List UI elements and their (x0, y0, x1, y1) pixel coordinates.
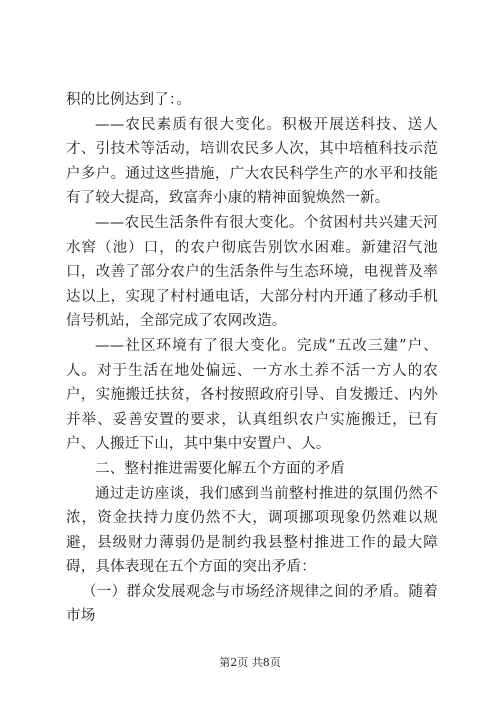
paragraph-farmer-quality: ——农民素质有很大变化。积极开展送科技、送人才、引技术等活动，培训农民多人次，其中培植科技示范户多户。通过这些措施，广大农民科学生产的水平和技能有了较大提高，致富奔小康的精神面貌焕然一新。 (66, 116, 438, 207)
paragraph-fragment: 积的比例达到了：。 (66, 92, 192, 108)
paragraph-community-environment: ——社区环境有了很大变化。完成“五改三建”户、人。对于生活在地处偏远、一方水土养不活一方人的农户，实施搬迁扶贫，各村按照政府引导、自发搬迁、内外并举、妥善安置的要求，认真组织农户实施搬迁，已有户、人搬迁下山，其中集中安置户、人。 (66, 337, 438, 453)
paragraph-living-conditions: ——农民生活条件有很大变化。个贫困村共兴建天河水窖（池）口，的农户彻底告别饮水困难。新建沼气池口，改善了部分农户的生活条件与生态环境，电视普及率达以上，实现了村村通电话，大部分村内开通了移动手机信号机站，全部完成了农网改造。 (66, 214, 438, 330)
subsection-heading: （一）群众发展观念与市场经济规律之间的矛盾。随着市场 (66, 583, 438, 625)
page-number-footer: 第2页 共8页 (219, 656, 281, 669)
document-body (66, 88, 438, 629)
paragraph-contradictions-intro: 通过走访座谈，我们感到当前整村推进的氛围仍然不浓，资金扶持力度仍然不大，调项挪项现象仍然难以规避，县级财力薄弱仍是制约我县整村推进工作的最大障碍，具体表现在五个方面的突出矛盾： (66, 485, 438, 576)
section-heading: 二、整村推进需要化解五个方面的矛盾 (95, 460, 345, 477)
